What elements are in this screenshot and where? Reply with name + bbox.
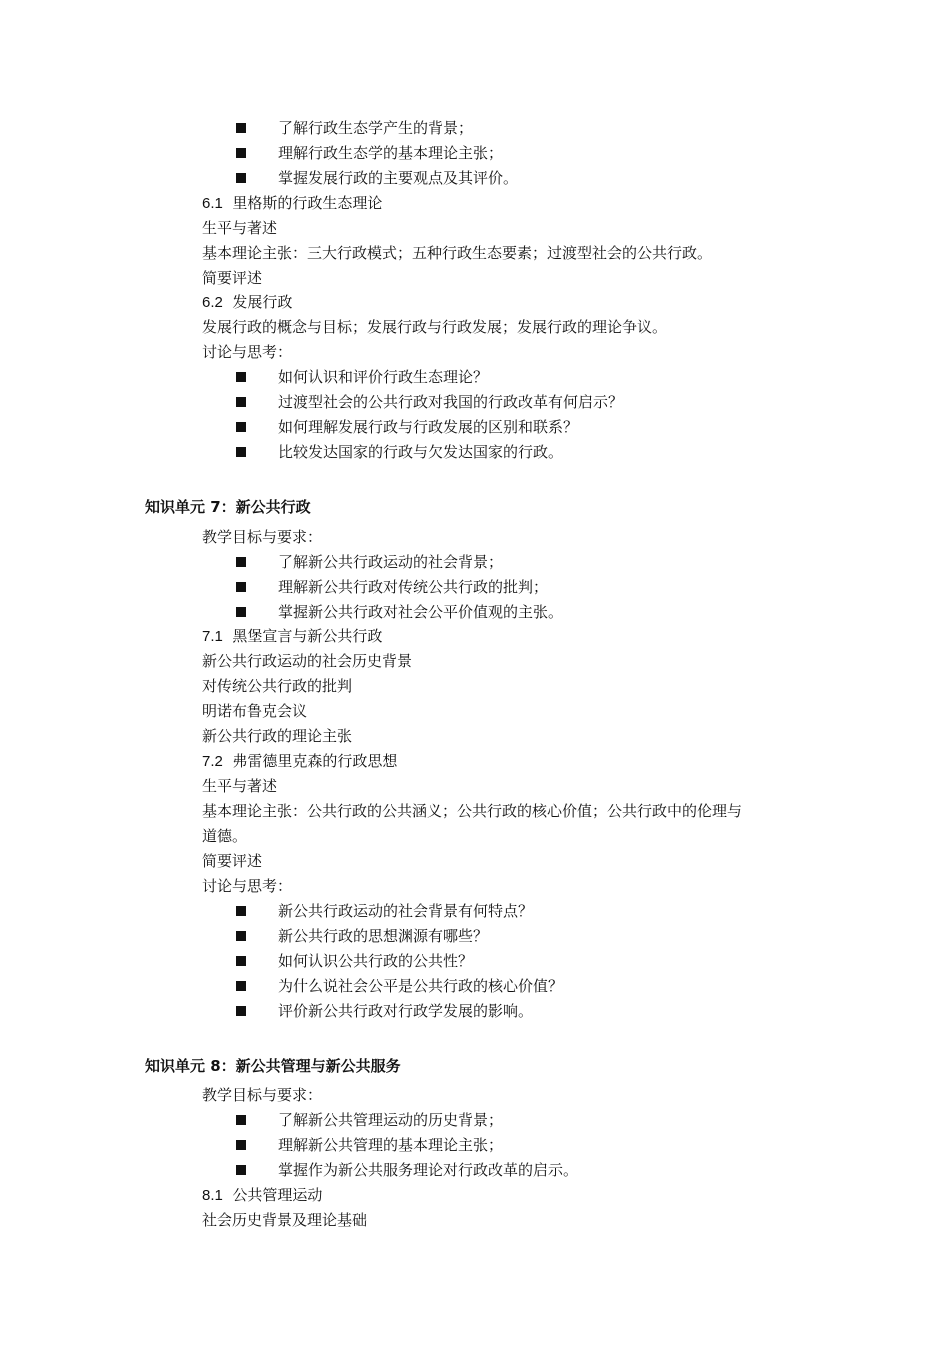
body-line: 社会历史背景及理论基础 — [202, 1211, 368, 1229]
objective-item: 理解行政生态学的基本理论主张； — [236, 141, 503, 165]
discussion-item: 评价新公共行政对行政学发展的影响。 — [236, 999, 533, 1023]
discussion-item: 为什么说社会公平是公共行政的核心价值？ — [236, 974, 563, 998]
square-bullet-icon — [236, 956, 246, 966]
discussion-item: 比较发达国家的行政与欠发达国家的行政。 — [236, 440, 563, 464]
square-bullet-icon — [236, 148, 246, 158]
objective-item: 理解新公共行政对传统公共行政的批判； — [236, 575, 548, 599]
square-bullet-icon — [236, 607, 246, 617]
unit-heading: 知识单元 7：新公共行政 — [145, 498, 311, 516]
objective-item: 掌握作为新公共服务理论对行政改革的启示。 — [236, 1158, 578, 1182]
square-bullet-icon — [236, 981, 246, 991]
body-line: 新公共行政运动的社会历史背景 — [202, 652, 413, 670]
unit-heading: 知识单元 8：新公共管理与新公共服务 — [145, 1057, 401, 1075]
square-bullet-icon — [236, 1165, 246, 1175]
discussion-item: 如何认识和评价行政生态理论？ — [236, 365, 488, 389]
objectives-label: 教学目标与要求： — [202, 1086, 323, 1104]
discussion-item: 如何理解发展行政与行政发展的区别和联系？ — [236, 415, 578, 439]
square-bullet-icon — [236, 557, 246, 567]
square-bullet-icon — [236, 931, 246, 941]
body-line: 简要评述 — [202, 269, 263, 287]
objective-item: 理解新公共管理的基本理论主张； — [236, 1133, 503, 1157]
square-bullet-icon — [236, 1140, 246, 1150]
subsection-title: 7.2 弗雷德里克森的行政思想 — [202, 752, 398, 770]
subsection-title: 6.1 里格斯的行政生态理论 — [202, 194, 383, 212]
square-bullet-icon — [236, 123, 246, 133]
square-bullet-icon — [236, 906, 246, 916]
body-line: 道德。 — [202, 827, 248, 845]
subsection-title: 7.1 黑堡宣言与新公共行政 — [202, 627, 383, 645]
objective-item: 了解新公共管理运动的历史背景； — [236, 1108, 503, 1132]
body-line: 生平与著述 — [202, 219, 278, 237]
body-line: 明诺布鲁克会议 — [202, 702, 308, 720]
objectives-label: 教学目标与要求： — [202, 528, 323, 546]
square-bullet-icon — [236, 582, 246, 592]
discussion-item: 过渡型社会的公共行政对我国的行政改革有何启示？ — [236, 390, 623, 414]
objective-item: 了解新公共行政运动的社会背景； — [236, 550, 503, 574]
body-line: 对传统公共行政的批判 — [202, 677, 353, 695]
square-bullet-icon — [236, 372, 246, 382]
discussion-item: 新公共行政的思想渊源有哪些？ — [236, 924, 488, 948]
body-line: 基本理论主张：公共行政的公共涵义；公共行政的核心价值；公共行政中的伦理与 — [202, 802, 743, 820]
objective-item: 掌握发展行政的主要观点及其评价。 — [236, 166, 518, 190]
body-line: 发展行政的概念与目标；发展行政与行政发展；发展行政的理论争议。 — [202, 318, 668, 336]
discussion-item: 如何认识公共行政的公共性？ — [236, 949, 473, 973]
body-line: 简要评述 — [202, 852, 263, 870]
discussion-label: 讨论与思考： — [202, 877, 293, 895]
subsection-title: 8.1 公共管理运动 — [202, 1186, 323, 1204]
body-line: 生平与著述 — [202, 777, 278, 795]
objective-item: 了解行政生态学产生的背景； — [236, 116, 473, 140]
square-bullet-icon — [236, 1006, 246, 1016]
square-bullet-icon — [236, 422, 246, 432]
square-bullet-icon — [236, 173, 246, 183]
square-bullet-icon — [236, 1115, 246, 1125]
body-line: 新公共行政的理论主张 — [202, 727, 353, 745]
discussion-label: 讨论与思考： — [202, 343, 293, 361]
body-line: 基本理论主张：三大行政模式；五种行政生态要素；过渡型社会的公共行政。 — [202, 244, 713, 262]
square-bullet-icon — [236, 397, 246, 407]
subsection-title: 6.2 发展行政 — [202, 293, 293, 311]
objective-item: 掌握新公共行政对社会公平价值观的主张。 — [236, 600, 563, 624]
square-bullet-icon — [236, 447, 246, 457]
discussion-item: 新公共行政运动的社会背景有何特点？ — [236, 899, 533, 923]
